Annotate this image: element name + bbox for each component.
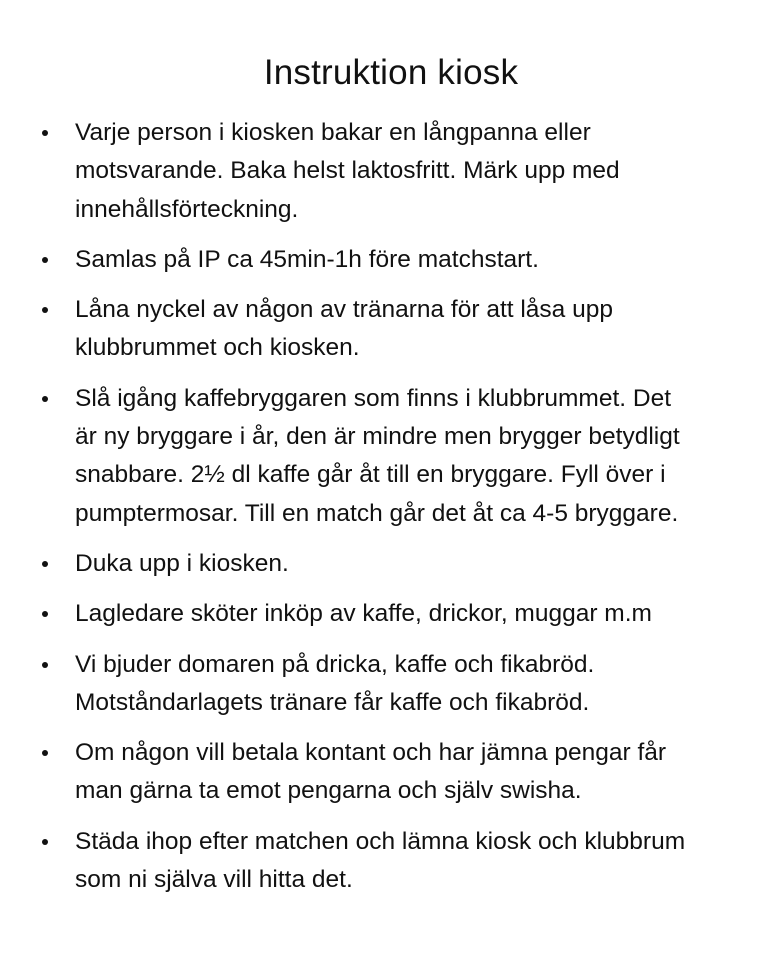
list-item (0, 545, 782, 583)
list-item-line: motsvarande. Baka helst laktosfritt. Märk upp med (75, 157, 620, 185)
list-item-line: Låna nyckel av någon av tränarna för att låsa upp (75, 296, 613, 324)
list-item-line: som ni själva vill hitta det. (75, 866, 353, 894)
list-item-line: klubbrummet och kiosken. (75, 334, 360, 362)
list-item-line: Vi bjuder domaren på dricka, kaffe och fikabröd. (75, 650, 595, 678)
list-item-line: pumptermosar. Till en match går det åt ca 4-5 bryggare. (75, 499, 679, 527)
list-item (0, 241, 782, 279)
bullet-icon (42, 396, 48, 402)
list-item-line: är ny bryggare i år, den är mindre men brygger betydligt (75, 423, 680, 451)
list-item (0, 595, 782, 633)
bullet-icon (42, 307, 48, 313)
list-item (0, 823, 782, 900)
list-item (0, 380, 782, 533)
bullet-icon (42, 839, 48, 845)
bullet-icon (42, 130, 48, 136)
bullet-icon (42, 257, 48, 263)
list-item-line: Lagledare sköter inköp av kaffe, drickor, muggar m.m (75, 600, 652, 628)
list-item-line: man gärna ta emot pengarna och själv swisha. (75, 777, 582, 805)
document-title: Instruktion kiosk (263, 53, 519, 92)
list-item-line: Duka upp i kiosken. (75, 549, 289, 577)
list-item (0, 734, 782, 811)
list-item-line: Varje person i kiosken bakar en långpanna eller (75, 119, 591, 146)
list-item-line: Samlas på IP ca 45min-1h före matchstart. (75, 245, 539, 273)
bullet-icon (42, 662, 48, 668)
list-item-line: Motståndarlagets tränare får kaffe och fikabröd. (75, 688, 590, 716)
list-item-line: Slå igång kaffebryggaren som finns i klubbrummet. Det (75, 384, 672, 412)
instruction-list (0, 114, 782, 911)
list-item-line: Om någon vill betala kontant och har jämna pengar får (75, 739, 667, 767)
list-item (0, 114, 782, 229)
list-item-line: snabbare. 2½ dl kaffe går åt till en bryggare. Fyll över i (75, 461, 666, 489)
list-item-line: innehållsförteckning. (75, 195, 299, 223)
list-item (0, 291, 782, 368)
list-item-line: Städa ihop efter matchen och lämna kiosk och klubbrum (75, 827, 686, 855)
bullet-icon (42, 561, 48, 567)
list-item (0, 646, 782, 723)
bullet-icon (42, 611, 48, 617)
bullet-icon (42, 750, 48, 756)
